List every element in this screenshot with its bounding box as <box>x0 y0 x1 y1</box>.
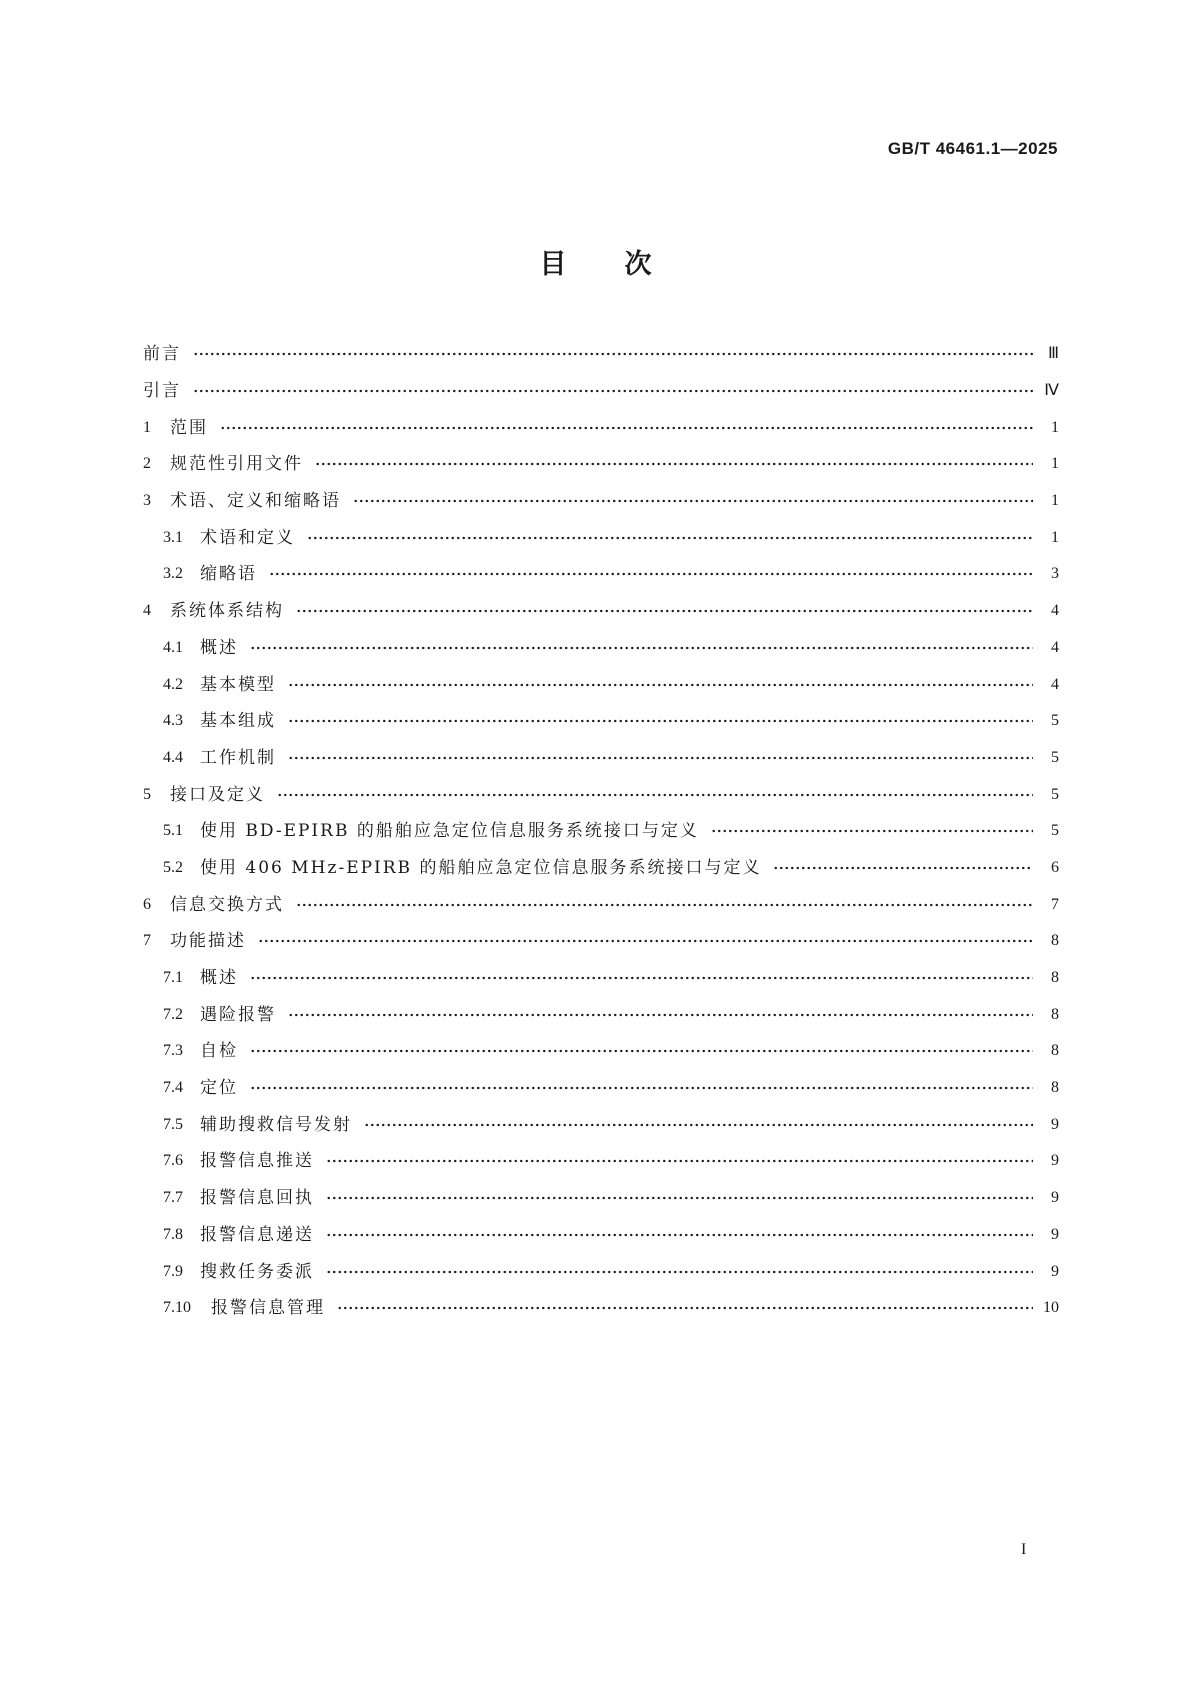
toc-entry[interactable] <box>143 1217 1059 1254</box>
toc-entry-title: 引言 <box>143 381 181 402</box>
toc-entry[interactable] <box>143 1180 1059 1217</box>
toc-entry-title: 自检 <box>200 1041 238 1062</box>
toc-entry-page: 4 <box>1051 602 1059 620</box>
toc-entry-title: 缩略语 <box>200 564 257 585</box>
toc-entry-title: 定位 <box>200 1078 238 1099</box>
dot-leader <box>711 828 1033 834</box>
dot-leader <box>288 718 1033 724</box>
toc-entry[interactable] <box>143 483 1059 520</box>
dot-leader <box>337 1305 1033 1311</box>
dot-leader <box>288 682 1033 688</box>
toc-entry-title: 概述 <box>200 637 238 658</box>
toc-entry-number: 7.5 <box>163 1115 183 1133</box>
dot-leader <box>315 461 1033 467</box>
toc-entry-title: 报警信息递送 <box>200 1224 314 1245</box>
toc-entry[interactable] <box>143 336 1059 373</box>
toc-entry-page: 7 <box>1051 895 1059 913</box>
dot-leader <box>193 388 1033 394</box>
toc-entry-number: 5.2 <box>163 858 183 876</box>
dot-leader <box>277 792 1033 798</box>
toc-entry[interactable] <box>143 630 1059 667</box>
toc-entry-title: 报警信息推送 <box>200 1151 314 1172</box>
toc-entry[interactable] <box>143 886 1059 923</box>
toc-entry[interactable] <box>143 519 1059 556</box>
toc-entry[interactable] <box>143 960 1059 997</box>
toc-entry-number: 5.1 <box>163 822 183 840</box>
toc-entry-number: 7.10 <box>163 1299 191 1317</box>
toc-entry-page: 8 <box>1051 1042 1059 1060</box>
toc-entry-number: 7.6 <box>163 1152 183 1170</box>
dot-leader <box>296 902 1033 908</box>
toc-entry-page: 4 <box>1051 675 1059 693</box>
dot-leader <box>258 938 1033 944</box>
toc-entry-page: 4 <box>1051 638 1059 656</box>
dot-leader <box>326 1195 1033 1201</box>
toc-entry[interactable] <box>143 740 1059 777</box>
dot-leader <box>364 1122 1033 1128</box>
toc-entry-title: 术语和定义 <box>200 527 295 548</box>
toc-entry-page: 10 <box>1043 1299 1059 1317</box>
dot-leader <box>307 535 1033 541</box>
dot-leader <box>193 351 1033 357</box>
table-of-contents <box>143 336 1059 1327</box>
toc-entry[interactable] <box>143 409 1059 446</box>
toc-entry[interactable] <box>143 1253 1059 1290</box>
dot-leader <box>288 1012 1033 1018</box>
toc-entry-page: 8 <box>1051 1079 1059 1097</box>
toc-entry-title: 术语、定义和缩略语 <box>170 491 341 512</box>
dot-leader <box>269 571 1033 577</box>
toc-entry-number: 4.1 <box>163 638 183 656</box>
toc-entry-page: Ⅳ <box>1044 382 1059 400</box>
toc-entry-number: 7.7 <box>163 1189 183 1207</box>
toc-entry[interactable] <box>143 593 1059 630</box>
toc-entry-title: 辅助搜救信号发射 <box>200 1114 352 1135</box>
toc-entry-title: 接口及定义 <box>170 784 265 805</box>
standard-code: GB/T 46461.1—2025 <box>887 139 1058 158</box>
toc-entry-page: 5 <box>1051 748 1059 766</box>
toc-entry-title: 范围 <box>170 417 208 438</box>
page-number: I <box>1021 1541 1027 1558</box>
toc-entry-page: 9 <box>1051 1262 1059 1280</box>
toc-entry-page: 9 <box>1051 1152 1059 1170</box>
toc-entry[interactable] <box>143 1070 1059 1107</box>
toc-entry-page: 9 <box>1051 1189 1059 1207</box>
toc-entry[interactable] <box>143 1033 1059 1070</box>
toc-entry-page: 1 <box>1051 455 1059 473</box>
toc-entry-number: 4.4 <box>163 748 183 766</box>
toc-entry-page: 5 <box>1051 785 1059 803</box>
toc-entry[interactable] <box>143 776 1059 813</box>
toc-entry[interactable] <box>143 1143 1059 1180</box>
toc-entry-title: 使用 406 MHz-EPIRB 的船舶应急定位信息服务系统接口与定义 <box>200 857 762 878</box>
toc-entry-page: 9 <box>1051 1225 1059 1243</box>
toc-entry[interactable] <box>143 373 1059 410</box>
toc-entry-number: 3.2 <box>163 565 183 583</box>
dot-leader <box>326 1158 1033 1164</box>
toc-entry-number: 4.2 <box>163 675 183 693</box>
toc-entry-title: 系统体系结构 <box>170 601 284 622</box>
toc-entry-title: 功能描述 <box>170 931 246 952</box>
toc-entry[interactable] <box>143 996 1059 1033</box>
dot-leader <box>353 498 1033 504</box>
toc-entry-number: 4.3 <box>163 712 183 730</box>
dot-leader <box>326 1232 1033 1238</box>
toc-entry-page: 8 <box>1051 932 1059 950</box>
toc-entry-title: 基本模型 <box>200 674 276 695</box>
toc-entry-page: 1 <box>1051 528 1059 546</box>
toc-entry-page: 9 <box>1051 1115 1059 1133</box>
toc-entry-title: 搜救任务委派 <box>200 1261 314 1282</box>
toc-entry-number: 5 <box>143 785 151 803</box>
toc-entry-number: 3.1 <box>163 528 183 546</box>
toc-entry[interactable] <box>143 703 1059 740</box>
toc-entry-number: 2 <box>143 455 151 473</box>
toc-entry-title: 遇险报警 <box>200 1004 276 1025</box>
toc-entry-title: 概述 <box>200 968 238 989</box>
dot-leader <box>288 755 1033 761</box>
toc-entry-page: 3 <box>1051 565 1059 583</box>
dot-leader <box>250 645 1033 651</box>
page-title: 目次 <box>539 249 710 280</box>
dot-leader <box>250 1085 1033 1091</box>
toc-entry-title: 使用 BD-EPIRB 的船舶应急定位信息服务系统接口与定义 <box>200 821 699 842</box>
toc-entry[interactable] <box>143 813 1059 850</box>
dot-leader <box>296 608 1033 614</box>
toc-entry-title: 规范性引用文件 <box>170 454 303 475</box>
toc-entry-number: 7.4 <box>163 1079 183 1097</box>
toc-entry-title: 前言 <box>143 344 181 365</box>
dot-leader <box>220 425 1033 431</box>
toc-entry[interactable] <box>143 850 1059 887</box>
toc-entry-number: 7 <box>143 932 151 950</box>
toc-entry-number: 7.2 <box>163 1005 183 1023</box>
toc-entry-number: 7.8 <box>163 1225 183 1243</box>
toc-entry-page: 1 <box>1051 418 1059 436</box>
toc-entry-page: 5 <box>1051 712 1059 730</box>
toc-entry-page: Ⅲ <box>1047 345 1059 363</box>
toc-entry-page: 1 <box>1051 492 1059 510</box>
toc-entry-number: 7.3 <box>163 1042 183 1060</box>
toc-entry-title: 工作机制 <box>200 747 276 768</box>
dot-leader <box>250 975 1033 981</box>
toc-entry[interactable] <box>143 1106 1059 1143</box>
dot-leader <box>773 865 1033 871</box>
toc-entry-number: 7.1 <box>163 969 183 987</box>
toc-entry-number: 3 <box>143 492 151 510</box>
toc-entry-page: 8 <box>1051 969 1059 987</box>
toc-entry[interactable] <box>143 556 1059 593</box>
toc-entry-page: 6 <box>1051 858 1059 876</box>
toc-entry[interactable] <box>143 923 1059 960</box>
toc-entry[interactable] <box>143 1290 1059 1327</box>
dot-leader <box>326 1269 1033 1275</box>
toc-entry-page: 5 <box>1051 822 1059 840</box>
toc-entry-title: 报警信息管理 <box>211 1298 325 1319</box>
toc-entry-number: 1 <box>143 418 151 436</box>
toc-entry-title: 信息交换方式 <box>170 894 284 915</box>
toc-entry-number: 4 <box>143 602 151 620</box>
toc-entry[interactable] <box>143 446 1059 483</box>
toc-entry-number: 6 <box>143 895 151 913</box>
toc-entry-page: 8 <box>1051 1005 1059 1023</box>
toc-entry-number: 7.9 <box>163 1262 183 1280</box>
dot-leader <box>250 1048 1033 1054</box>
toc-entry[interactable] <box>143 666 1059 703</box>
toc-entry-title: 报警信息回执 <box>200 1188 314 1209</box>
toc-entry-title: 基本组成 <box>200 711 276 732</box>
